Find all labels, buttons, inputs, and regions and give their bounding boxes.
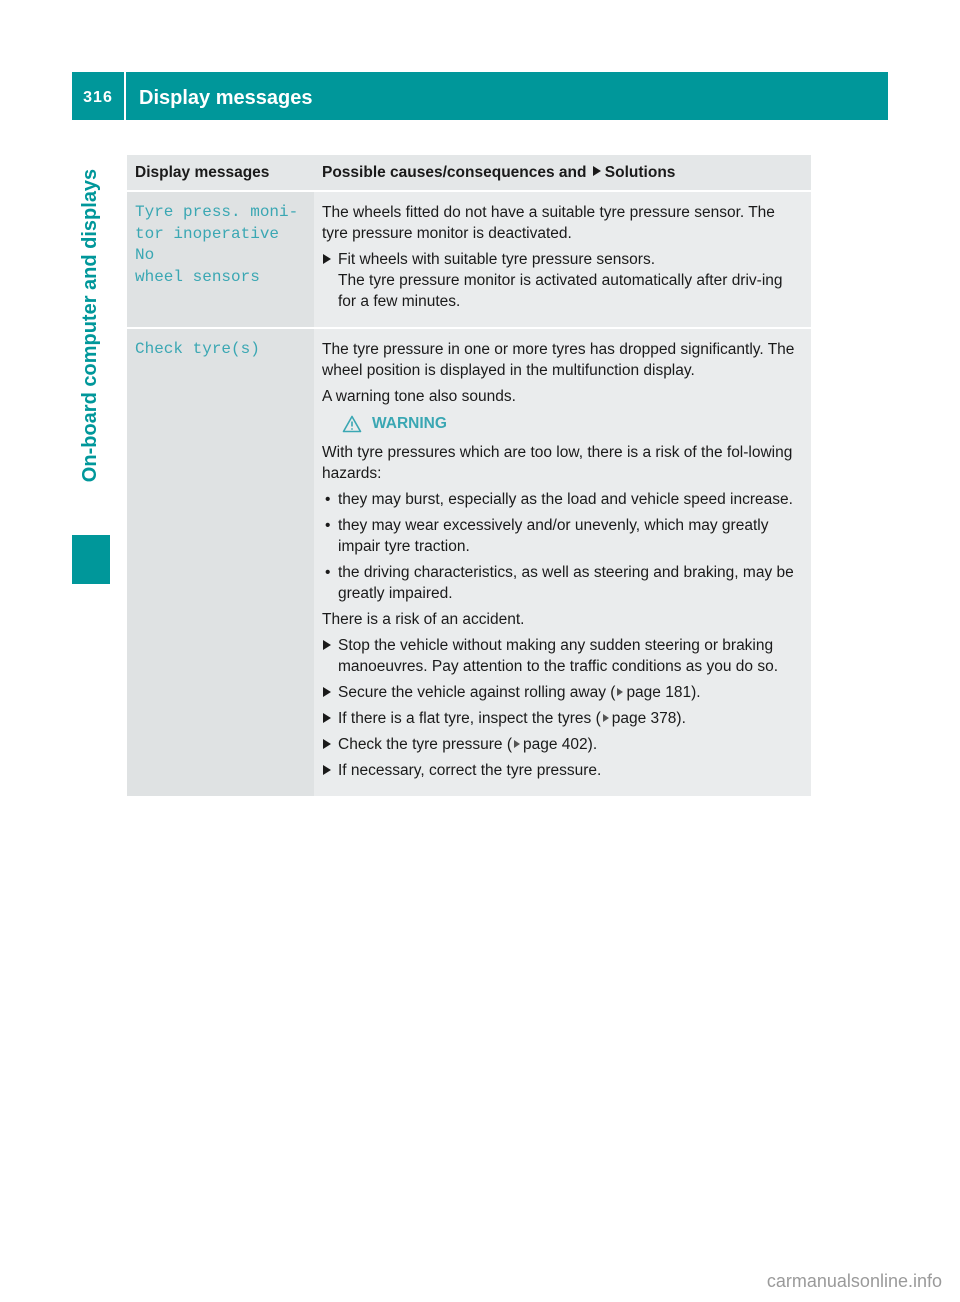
action-triangle-icon [323, 739, 331, 749]
message-cell [127, 328, 314, 797]
bullet-icon: • [325, 564, 331, 581]
action-step [322, 708, 803, 729]
watermark: carmanualsonline.info [766, 1271, 942, 1291]
bullet-icon: • [325, 491, 331, 508]
action-step-text: Check the tyre pressure ( [338, 736, 513, 753]
bullet-icon: • [325, 517, 331, 534]
action-triangle-icon [323, 254, 331, 264]
column-header-causes-text: Possible causes/consequences and [322, 164, 587, 181]
page-number: 316 [72, 72, 126, 120]
table-header-row [127, 155, 811, 191]
action-step [322, 682, 803, 703]
side-tab-label: On-board computer and displays [79, 168, 102, 482]
solution-cell [314, 191, 811, 328]
page-title: Display messages [139, 86, 313, 109]
page-header [72, 72, 888, 120]
page-ref-icon [514, 740, 520, 748]
solution-cell [314, 328, 811, 797]
action-triangle-icon [323, 640, 331, 650]
table-row [127, 191, 811, 328]
action-triangle-icon [323, 713, 331, 723]
action-step-text: Stop the vehicle without making any sudden steering or braking manoeuvres. Pay attention to the traffic conditions as you do so. [338, 637, 779, 675]
side-tab [72, 120, 110, 530]
hazard-text: they may burst, especially as the load and vehicle speed increase. [338, 491, 793, 508]
hazard-text: they may wear excessively and/or unevenly, which may greatly impair tyre traction. [338, 517, 769, 555]
action-triangle-icon [323, 765, 331, 775]
warning-heading [322, 413, 803, 434]
action-step [322, 635, 803, 677]
action-step-text: If there is a flat tyre, inspect the tyres ( [338, 710, 601, 727]
warning-label: WARNING [372, 415, 447, 432]
action-triangle-icon [323, 687, 331, 697]
warning-triangle-icon [342, 415, 362, 433]
play-triangle-icon [593, 166, 601, 176]
cause-text: The wheels fitted do not have a suitable tyre pressure sensor. The tyre pressure monitor is deactivated. [322, 204, 775, 242]
action-step [322, 760, 803, 781]
column-header-messages: Display messages [127, 155, 314, 191]
page-ref-icon [603, 714, 609, 722]
action-step [322, 734, 803, 755]
page-reference-link[interactable]: page 402 [523, 736, 588, 753]
page-reference-link[interactable]: page 378 [611, 710, 677, 727]
action-step-text-end: ). [676, 710, 686, 727]
column-header-solutions-text: Solutions [604, 164, 676, 181]
action-step [322, 249, 803, 312]
display-message-text: Tyre press. moni‐ tor inoperative No wheel sensors [135, 203, 299, 286]
column-header-solutions [314, 155, 811, 191]
action-step-text: If necessary, correct the tyre pressure. [338, 762, 602, 779]
list-item [322, 515, 803, 557]
display-message-text: Check tyre(s) [135, 340, 260, 358]
action-step-text-end: ). [691, 684, 701, 701]
display-messages-table [127, 155, 811, 798]
page-ref-icon [617, 688, 623, 696]
action-step-text: Fit wheels with suitable tyre pressure sensors. [338, 251, 656, 268]
action-step-note: The tyre pressure monitor is activated automatically after driv-ing for a few minutes. [338, 272, 783, 310]
list-item [322, 562, 803, 604]
page-reference-link[interactable]: page 181 [626, 684, 692, 701]
message-cell [127, 191, 314, 328]
risk-text: There is a risk of an accident. [322, 611, 525, 628]
cause-text: The tyre pressure in one or more tyres has dropped significantly. The wheel position is displayed in the multifunction display. [322, 341, 795, 379]
table-row [127, 328, 811, 797]
action-step-text: Secure the vehicle against rolling away ( [338, 684, 616, 701]
hazard-text: the driving characteristics, as well as steering and braking, may be greatly impaired. [338, 564, 794, 602]
action-step-text-end: ). [587, 736, 598, 753]
warning-intro: With tyre pressures which are too low, there is a risk of the fol-lowing hazards: [322, 444, 793, 482]
list-item [322, 489, 803, 510]
cause-text: A warning tone also sounds. [322, 388, 516, 405]
side-tab-marker [72, 535, 110, 584]
